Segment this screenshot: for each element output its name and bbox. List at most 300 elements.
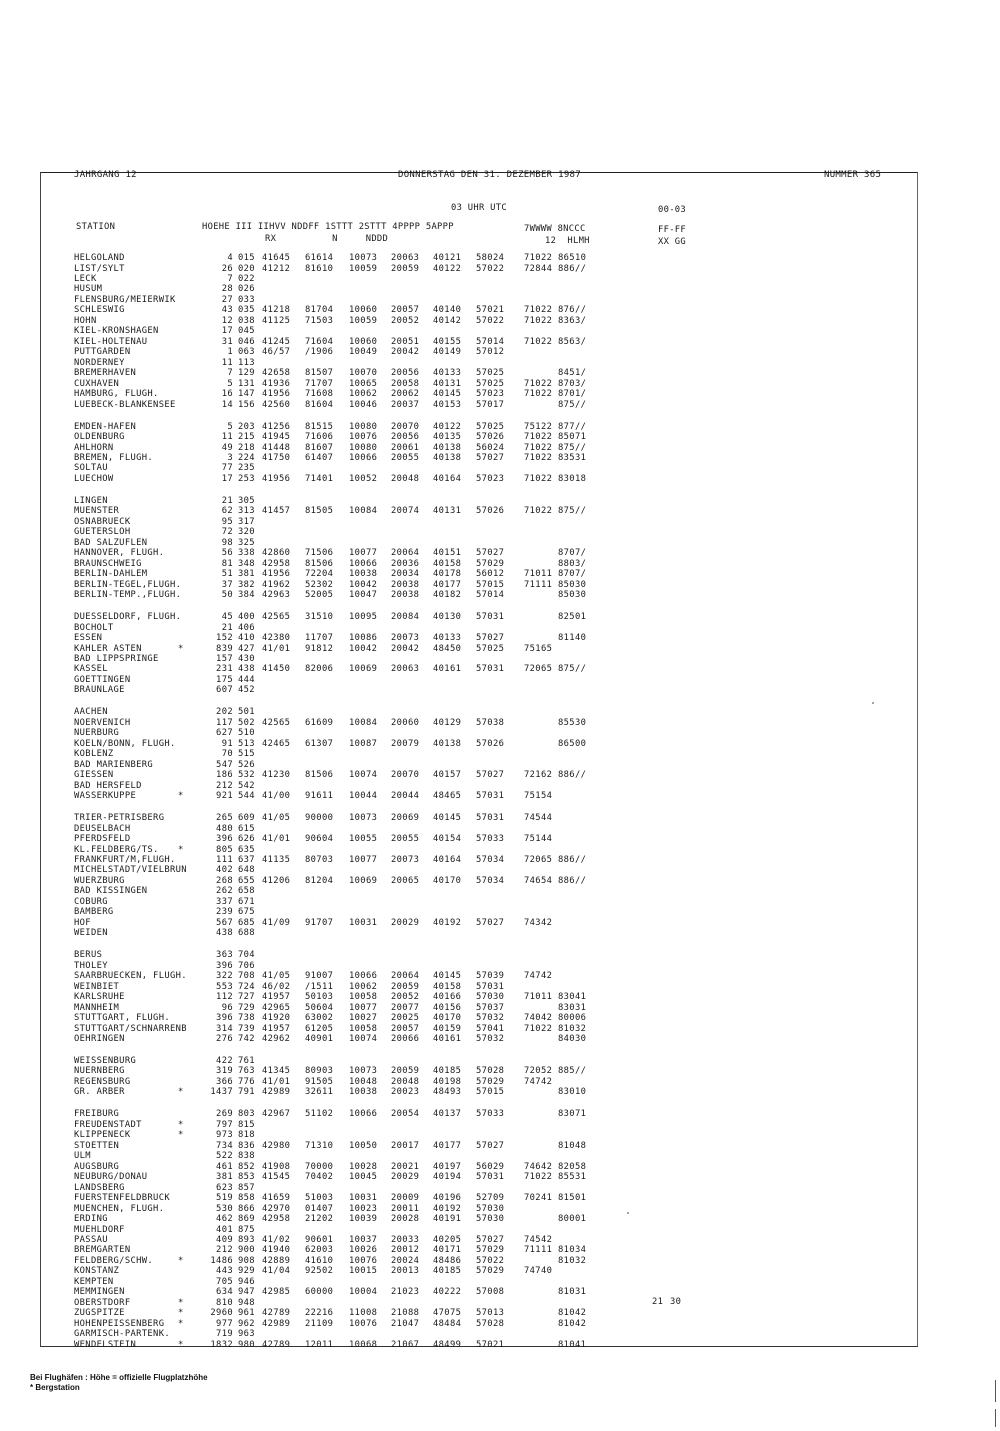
- group-nddff: 91812: [305, 643, 334, 654]
- group-8nccc: 85530: [558, 717, 587, 728]
- station-id: 438: [238, 664, 255, 675]
- table-row: [0, 1266, 1000, 1277]
- station-name: BREMGARTEN: [74, 1245, 131, 1256]
- group-iihvv: 41/09: [262, 917, 291, 928]
- volume-label: JAHRGANG 12: [74, 170, 137, 180]
- station-name: WUERZBURG: [74, 875, 125, 886]
- station-id: 313: [238, 506, 255, 517]
- group-8nccc: 85030: [558, 579, 587, 590]
- zugspitze-extra-gg: 30: [670, 1297, 682, 1307]
- station-name: WENDELSTEIN: [74, 1339, 137, 1350]
- group-nddff: 71503: [305, 315, 334, 326]
- station-id: 452: [238, 685, 255, 696]
- station-name: GOETTINGEN: [74, 674, 131, 685]
- station-height: 705: [216, 1276, 233, 1287]
- station-id: 325: [238, 537, 255, 548]
- group-nddff: 63002: [305, 1013, 334, 1023]
- station-id: 045: [238, 326, 255, 337]
- station-name: FRANKFURT/M,FLUGH.: [74, 854, 176, 865]
- group-nddff: 60000: [305, 1287, 334, 1298]
- station-id: 131: [238, 378, 255, 389]
- group-8nccc: 83041: [558, 992, 587, 1003]
- station-height: 396: [216, 960, 233, 971]
- group-8nccc: 81032: [558, 1023, 587, 1034]
- group-5appp: 57015: [476, 1087, 505, 1098]
- station-id: 338: [238, 548, 255, 559]
- group-8nccc: 80001: [558, 1214, 587, 1224]
- station-name: BERLIN-TEGEL,FLUGH.: [74, 579, 182, 590]
- station-id: 156: [238, 399, 255, 410]
- station-name: AHLHORN: [74, 442, 114, 453]
- group-4pppp: 40161: [433, 1034, 462, 1044]
- table-row: [0, 1056, 1000, 1067]
- group-1sttt: 10060: [349, 305, 378, 316]
- group-8nccc: 81140: [558, 633, 587, 643]
- group-2sttt: 20029: [391, 917, 420, 928]
- group-iihvv: 41212: [262, 263, 291, 274]
- station-height: 480: [216, 823, 233, 834]
- group-7wwww: 74544: [524, 813, 553, 824]
- station-height: 634: [216, 1287, 233, 1298]
- group-4pppp: 40154: [433, 834, 462, 844]
- group-nddff: 71608: [305, 389, 334, 400]
- group-1sttt: 10076: [349, 432, 378, 442]
- group-5appp: 57032: [476, 1034, 505, 1044]
- group-nddff: 81506: [305, 770, 334, 781]
- station-height: 265: [216, 813, 233, 824]
- group-4pppp: 40151: [433, 548, 462, 559]
- group-8nccc: 81042: [558, 1308, 587, 1319]
- station-name: MICHELSTADT/VIELBRUN: [74, 865, 187, 876]
- group-iihvv: 42465: [262, 738, 291, 749]
- table-row: [0, 379, 1000, 390]
- station-name: KOBLENZ: [74, 749, 114, 760]
- group-4pppp: 48499: [433, 1339, 462, 1350]
- table-row: [0, 728, 1000, 739]
- table-row: [0, 1319, 1000, 1330]
- issue-number: NUMMER 365: [824, 170, 882, 180]
- group-1sttt: 10077: [349, 854, 378, 865]
- station-id: 317: [238, 516, 255, 527]
- group-1sttt: 10077: [349, 1002, 378, 1013]
- group-8nccc: 85531: [558, 1172, 587, 1183]
- group-2sttt: 20064: [391, 548, 420, 559]
- group-7wwww: 75165: [524, 643, 553, 654]
- table-row: [0, 982, 1000, 993]
- table-row: [0, 928, 1000, 939]
- group-nddff: 91505: [305, 1076, 334, 1087]
- group-7wwww: 72844: [524, 263, 553, 274]
- group-2sttt: 20059: [391, 263, 420, 274]
- group-4pppp: 40185: [433, 1066, 462, 1077]
- group-5appp: 57031: [476, 813, 505, 824]
- group-1sttt: 10076: [349, 1255, 378, 1266]
- station-name: BREMERHAVEN: [74, 368, 137, 379]
- station-id: 866: [238, 1203, 255, 1214]
- station-height: 553: [216, 981, 233, 992]
- group-iihvv: 42860: [262, 548, 291, 559]
- station-height: 810: [216, 1297, 233, 1308]
- group-8nccc: 81501: [558, 1193, 587, 1204]
- group-nddff: 90601: [305, 1235, 334, 1245]
- station-id: 203: [238, 421, 255, 432]
- station-height: 461: [216, 1161, 233, 1172]
- station-height: 62: [221, 506, 233, 517]
- mountain-marker: *: [178, 844, 184, 855]
- station-height: 381: [216, 1172, 233, 1183]
- station-name: BAD HERSFELD: [74, 780, 142, 791]
- group-8nccc: 81034: [558, 1245, 587, 1256]
- group-1sttt: 10080: [349, 442, 378, 453]
- station-height: 45: [221, 612, 233, 623]
- station-name: AUGSBURG: [74, 1161, 120, 1172]
- group-5appp: 57026: [476, 432, 505, 442]
- group-2sttt: 20036: [391, 558, 420, 569]
- group-8nccc: 875//: [558, 399, 587, 410]
- group-5appp: 57041: [476, 1023, 505, 1034]
- group-8nccc: 86500: [558, 738, 587, 749]
- station-id: 444: [238, 674, 255, 685]
- station-name: PFERDSFELD: [74, 834, 131, 844]
- group-1sttt: 10069: [349, 664, 378, 675]
- table-row: [0, 527, 1000, 538]
- station-height: 77: [221, 463, 233, 474]
- station-id: 501: [238, 707, 255, 718]
- group-7wwww: 71022: [524, 305, 553, 316]
- group-8nccc: 885//: [558, 1066, 587, 1077]
- table-row: [0, 453, 1000, 464]
- group-iihvv: 41457: [262, 506, 291, 517]
- group-iihvv: 42965: [262, 1002, 291, 1013]
- group-8nccc: 876//: [558, 305, 587, 316]
- table-row: [0, 1077, 1000, 1088]
- group-iihvv: 42970: [262, 1203, 291, 1214]
- group-4pppp: 47075: [433, 1308, 462, 1319]
- station-id: 542: [238, 780, 255, 791]
- group-1sttt: 10049: [349, 347, 378, 358]
- group-iihvv: 42560: [262, 399, 291, 410]
- group-nddff: 81507: [305, 368, 334, 379]
- group-nddff: 61307: [305, 738, 334, 749]
- station-height: 443: [216, 1266, 233, 1277]
- group-2sttt: 20059: [391, 1066, 420, 1077]
- station-height: 117: [216, 717, 233, 728]
- group-1sttt: 10023: [349, 1203, 378, 1214]
- table-row: [0, 992, 1000, 1003]
- group-7wwww: 71111: [524, 579, 553, 590]
- station-id: 615: [238, 823, 255, 834]
- station-name: LECK: [74, 273, 97, 284]
- station-id: 869: [238, 1214, 255, 1224]
- group-7wwww: 70241: [524, 1193, 553, 1204]
- station-height: 319: [216, 1066, 233, 1077]
- group-iihvv: 41345: [262, 1066, 291, 1077]
- station-id: 635: [238, 844, 255, 855]
- table-row: [0, 368, 1000, 379]
- station-id: 893: [238, 1235, 255, 1245]
- group-nddff: 80703: [305, 854, 334, 865]
- group-2sttt: 20058: [391, 378, 420, 389]
- group-nddff: 62003: [305, 1245, 334, 1256]
- station-id: 033: [238, 294, 255, 305]
- station-id: 406: [238, 622, 255, 633]
- station-id: 962: [238, 1318, 255, 1329]
- station-height: 17: [221, 326, 233, 337]
- group-7wwww: 71022: [524, 1023, 553, 1034]
- group-5appp: 56024: [476, 442, 505, 453]
- group-1sttt: 10074: [349, 770, 378, 781]
- group-nddff: 70402: [305, 1172, 334, 1183]
- group-nddff: 52302: [305, 579, 334, 590]
- station-height: 366: [216, 1076, 233, 1087]
- station-name: OLDENBURG: [74, 432, 125, 442]
- station-name: DUESSELDORF, FLUGH.: [74, 612, 182, 623]
- group-iihvv: 42789: [262, 1308, 291, 1319]
- station-name: MANNHEIM: [74, 1002, 120, 1013]
- station-height: 396: [216, 834, 233, 844]
- group-1sttt: 10073: [349, 253, 378, 263]
- group-2sttt: 21088: [391, 1308, 420, 1319]
- station-height: 28: [221, 284, 233, 295]
- station-height: 276: [216, 1034, 233, 1044]
- station-id: 063: [238, 347, 255, 358]
- group-nddff: 21202: [305, 1214, 334, 1224]
- group-1sttt: 10062: [349, 389, 378, 400]
- group-8nccc: 875//: [558, 506, 587, 517]
- station-height: 314: [216, 1023, 233, 1034]
- group-nddff: 61407: [305, 453, 334, 463]
- station-height: 212: [216, 1245, 233, 1256]
- station-height: 1486: [210, 1255, 233, 1266]
- group-7wwww: 71111: [524, 1245, 553, 1256]
- group-5appp: 57031: [476, 1172, 505, 1183]
- table-row: [0, 707, 1000, 718]
- group-2sttt: 20057: [391, 1023, 420, 1034]
- group-5appp: 57030: [476, 992, 505, 1003]
- group-7wwww: 74742: [524, 1076, 553, 1087]
- station-name: GR. ARBER: [74, 1087, 125, 1098]
- group-5appp: 57023: [476, 389, 505, 400]
- station-height: 977: [216, 1318, 233, 1329]
- mountain-marker: *: [178, 791, 184, 802]
- station-name: DEUSELBACH: [74, 823, 131, 834]
- station-name: KAHLER ASTEN: [74, 643, 142, 654]
- group-5appp: 57027: [476, 1235, 505, 1245]
- group-4pppp: 40182: [433, 590, 462, 601]
- column-codes-line1: HOEHE III IIHVV NDDFF 1STTT 2STTT 4PPPP 5APPP: [202, 222, 454, 232]
- station-id: 020: [238, 263, 255, 274]
- table-row: [0, 791, 1000, 802]
- group-4pppp: 40161: [433, 664, 462, 675]
- mountain-marker: *: [178, 1255, 184, 1266]
- group-5appp: 57030: [476, 1214, 505, 1224]
- group-4pppp: 40131: [433, 378, 462, 389]
- group-5appp: 57028: [476, 1318, 505, 1329]
- station-height: 186: [216, 770, 233, 781]
- group-nddff: 82006: [305, 664, 334, 675]
- table-row: [0, 749, 1000, 760]
- group-4pppp: 40145: [433, 971, 462, 982]
- station-name: REGENSBURG: [74, 1076, 131, 1087]
- group-4pppp: 40177: [433, 579, 462, 590]
- group-nddff: 70000: [305, 1161, 334, 1172]
- group-2sttt: 20073: [391, 854, 420, 865]
- group-nddff: 01407: [305, 1203, 334, 1214]
- group-1sttt: 10066: [349, 453, 378, 463]
- station-height: 111: [216, 854, 233, 865]
- group-2sttt: 20028: [391, 1214, 420, 1224]
- table-row: [0, 496, 1000, 507]
- group-5appp: 57039: [476, 971, 505, 982]
- station-id: 946: [238, 1276, 255, 1287]
- station-id: 708: [238, 971, 255, 982]
- station-id: 948: [238, 1297, 255, 1308]
- group-8nccc: 81031: [558, 1287, 587, 1298]
- station-id: 724: [238, 981, 255, 992]
- group-2sttt: 20048: [391, 473, 420, 484]
- table-row: [0, 950, 1000, 961]
- group-iihvv: 41/01: [262, 834, 291, 844]
- group-iihvv: 41645: [262, 253, 291, 263]
- station-id: 658: [238, 886, 255, 897]
- group-5appp: 57021: [476, 305, 505, 316]
- group-iihvv: 41659: [262, 1193, 291, 1204]
- group-4pppp: 40156: [433, 1002, 462, 1013]
- group-5appp: 57038: [476, 717, 505, 728]
- group-2sttt: 20038: [391, 590, 420, 601]
- table-row: [0, 422, 1000, 433]
- group-iihvv: 41256: [262, 421, 291, 432]
- group-1sttt: 10062: [349, 981, 378, 992]
- group-5appp: 57029: [476, 1245, 505, 1256]
- group-nddff: 31510: [305, 612, 334, 623]
- group-2sttt: 20044: [391, 791, 420, 802]
- group-iihvv: 41450: [262, 664, 291, 675]
- station-id: 688: [238, 928, 255, 939]
- group-2sttt: 20017: [391, 1140, 420, 1151]
- station-height: 43: [221, 305, 233, 316]
- table-row: [0, 845, 1000, 856]
- group-5appp: 57032: [476, 1013, 505, 1023]
- group-2sttt: 20062: [391, 389, 420, 400]
- station-height: 623: [216, 1182, 233, 1193]
- station-name: ERDING: [74, 1214, 108, 1224]
- column-group7-line1: 7WWWW 8NCCC: [524, 224, 586, 234]
- table-row: [0, 1277, 1000, 1288]
- station-name: BERUS: [74, 950, 103, 961]
- group-4pppp: 40196: [433, 1193, 462, 1204]
- group-iihvv: 41908: [262, 1161, 291, 1172]
- group-2sttt: 20055: [391, 834, 420, 844]
- group-4pppp: 40198: [433, 1076, 462, 1087]
- group-5appp: 57015: [476, 579, 505, 590]
- station-height: 607: [216, 685, 233, 696]
- table-row: [0, 1256, 1000, 1267]
- group-4pppp: 40185: [433, 1266, 462, 1277]
- group-1sttt: 10044: [349, 791, 378, 802]
- station-height: 734: [216, 1140, 233, 1151]
- station-height: 12: [221, 315, 233, 326]
- group-5appp: 57021: [476, 1339, 505, 1350]
- group-nddff: 81704: [305, 305, 334, 316]
- group-7wwww: 71022: [524, 453, 553, 463]
- group-8nccc: 83071: [558, 1109, 587, 1120]
- group-7wwww: 75122: [524, 421, 553, 432]
- station-name: KIEL-HOLTENAU: [74, 336, 148, 347]
- group-7wwww: 75144: [524, 834, 553, 844]
- station-name: GARMISCH-PARTENK.: [74, 1329, 170, 1340]
- table-row: [0, 897, 1000, 908]
- station-height: 96: [221, 1002, 233, 1013]
- station-id: 305: [238, 495, 255, 506]
- station-name: KIEL-KRONSHAGEN: [74, 326, 159, 337]
- group-1sttt: 10045: [349, 1172, 378, 1183]
- group-8nccc: 85071: [558, 432, 587, 442]
- station-id: 655: [238, 875, 255, 886]
- group-7wwww: 71022: [524, 378, 553, 389]
- table-row: [0, 1109, 1000, 1120]
- station-name: ZUGSPITZE: [74, 1308, 125, 1319]
- group-1sttt: 10037: [349, 1235, 378, 1245]
- mountain-marker: *: [178, 1318, 184, 1329]
- group-8nccc: 81041: [558, 1339, 587, 1350]
- table-row: [0, 326, 1000, 337]
- station-height: 11: [221, 357, 233, 368]
- station-name: HOHENPEISSENBERG: [74, 1318, 165, 1329]
- station-id: 320: [238, 527, 255, 538]
- station-id: 147: [238, 389, 255, 400]
- station-name: ESSEN: [74, 633, 103, 643]
- group-4pppp: 40164: [433, 854, 462, 865]
- group-2sttt: 20057: [391, 305, 420, 316]
- group-nddff: 90000: [305, 813, 334, 824]
- group-1sttt: 10084: [349, 506, 378, 517]
- group-4pppp: 40129: [433, 717, 462, 728]
- station-name: BERLIN-DAHLEM: [74, 569, 148, 580]
- group-8nccc: 81032: [558, 1255, 587, 1266]
- group-8nccc: 86510: [558, 253, 587, 263]
- station-name: BAD LIPPSPRINGE: [74, 654, 159, 664]
- station-name: LINGEN: [74, 495, 108, 506]
- station-name: BERLIN-TEMP.,FLUGH.: [74, 590, 182, 601]
- station-height: 1: [227, 347, 233, 358]
- station-height: 56: [221, 548, 233, 559]
- station-id: 410: [238, 633, 255, 643]
- station-height: 212: [216, 780, 233, 791]
- station-name: KOELN/BONN, FLUGH.: [74, 738, 176, 749]
- station-name: PASSAU: [74, 1235, 108, 1245]
- group-nddff: 41610: [305, 1255, 334, 1266]
- group-2sttt: 20025: [391, 1013, 420, 1023]
- group-nddff: 81505: [305, 506, 334, 517]
- table-row: [0, 474, 1000, 485]
- station-height: 422: [216, 1055, 233, 1066]
- group-iihvv: 42980: [262, 1140, 291, 1151]
- group-iihvv: 41957: [262, 992, 291, 1003]
- group-4pppp: 48450: [433, 643, 462, 654]
- station-name: NUERNBERG: [74, 1066, 125, 1077]
- station-id: 015: [238, 253, 255, 263]
- station-height: 396: [216, 1013, 233, 1023]
- station-height: 269: [216, 1109, 233, 1120]
- group-4pppp: 40177: [433, 1140, 462, 1151]
- station-height: 921: [216, 791, 233, 802]
- group-8nccc: 84030: [558, 1034, 587, 1044]
- group-iihvv: 42967: [262, 1109, 291, 1120]
- group-nddff: 91611: [305, 791, 334, 802]
- station-id: 235: [238, 463, 255, 474]
- group-4pppp: 40138: [433, 453, 462, 463]
